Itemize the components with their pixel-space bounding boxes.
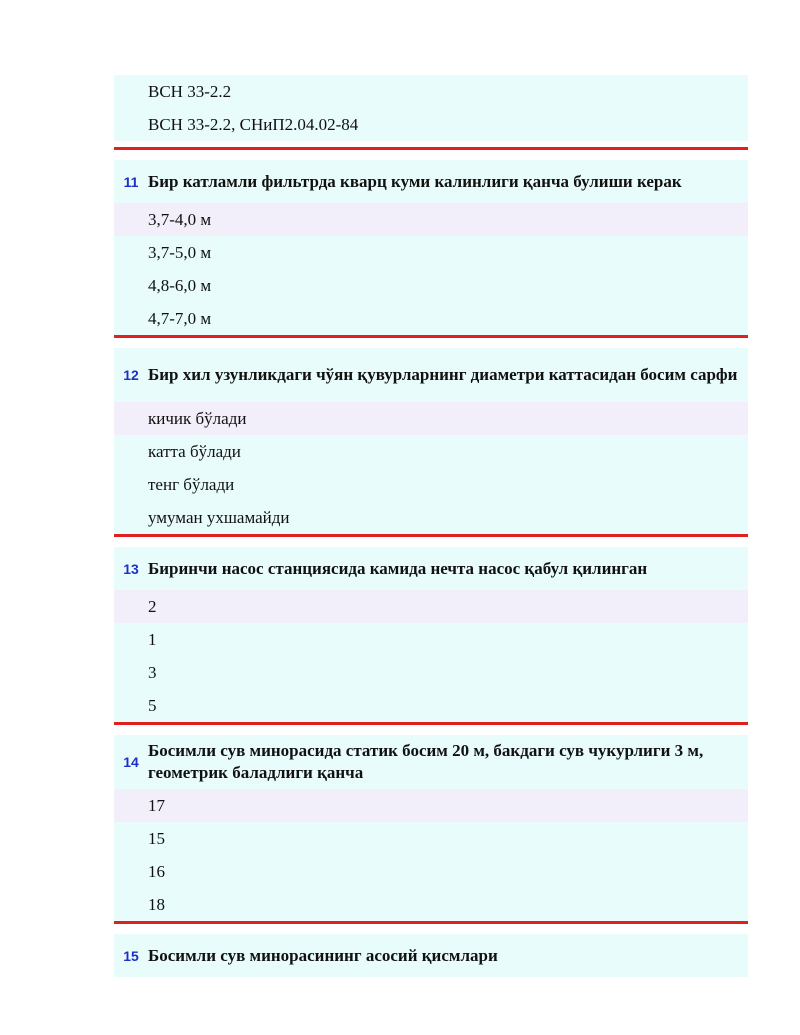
answer-text: ВСН 33-2.2, СНиП2.04.02-84 (148, 114, 359, 134)
question-block-11 (114, 160, 748, 335)
answer-text: 5 (148, 695, 157, 715)
answer-text: 18 (148, 894, 165, 914)
question-row (114, 735, 748, 789)
answer-row (114, 435, 748, 468)
answer-text: 15 (148, 828, 165, 848)
answer-row-correct (114, 590, 748, 623)
question-text: Биринчи насос станциясида камида нечта насос қабул қилинган (148, 558, 648, 578)
question-number: 12 (123, 367, 139, 383)
answer-row (114, 623, 748, 656)
answer-text: 1 (148, 629, 157, 649)
answer-text: катта бўлади (148, 441, 241, 461)
answer-row (114, 108, 748, 141)
question-number: 15 (123, 947, 139, 964)
answer-text: тенг бўлади (148, 474, 235, 494)
answer-text: 4,8-6,0 м (148, 275, 212, 295)
question-block-15 (114, 934, 748, 977)
answer-row-correct (114, 203, 748, 236)
answer-row (114, 656, 748, 689)
question-text: Бир хил узунликдаги чўян қувурларнинг диаметри каттасидан босим сарфи (148, 365, 738, 384)
answer-text: кичик бўлади (148, 408, 247, 428)
question-block-13 (114, 547, 748, 722)
question-number: 13 (123, 560, 139, 577)
answer-row (114, 501, 748, 534)
question-separator (114, 335, 748, 338)
question-text: Бир катламли фильтрда кварц куми калинлиги қанча булиши керак (148, 171, 682, 191)
answer-row (114, 75, 748, 108)
question-separator (114, 147, 748, 150)
answer-text: 4,7-7,0 м (148, 308, 212, 328)
answer-text: ВСН 33-2.2 (148, 81, 232, 101)
question-row (114, 160, 748, 203)
question-separator (114, 534, 748, 537)
question-block-12 (114, 348, 748, 534)
answer-text: 3,7-5,0 м (148, 242, 212, 262)
answer-row (114, 236, 748, 269)
question-row (114, 547, 748, 590)
test-sheet (114, 75, 748, 977)
question-block-10-tail (114, 75, 748, 141)
answer-text: 3 (148, 662, 157, 682)
question-number: 11 (123, 173, 139, 190)
answer-row-correct (114, 402, 748, 435)
answer-row (114, 468, 748, 501)
answer-text: 2 (148, 596, 157, 616)
answer-row (114, 822, 748, 855)
answer-row (114, 302, 748, 335)
question-row (114, 348, 748, 402)
answer-row (114, 269, 748, 302)
question-separator (114, 722, 748, 725)
answer-row (114, 855, 748, 888)
question-text: Босимли сув минорасида статик босим 20 м, бакдаги сув чукурлиги 3 м, геометрик баладлиги қанча (148, 741, 704, 782)
answer-row (114, 888, 748, 921)
answer-text: умуман ухшамайди (148, 507, 290, 527)
answer-text: 17 (148, 795, 165, 815)
question-number: 14 (123, 754, 139, 770)
question-separator (114, 921, 748, 924)
question-block-14 (114, 735, 748, 921)
question-text: Босимли сув минорасининг асосий қисмлари (148, 945, 498, 965)
answer-text: 3,7-4,0 м (148, 209, 212, 229)
answer-row (114, 689, 748, 722)
answer-text: 16 (148, 861, 165, 881)
question-row (114, 934, 748, 977)
answer-row-correct (114, 789, 748, 822)
